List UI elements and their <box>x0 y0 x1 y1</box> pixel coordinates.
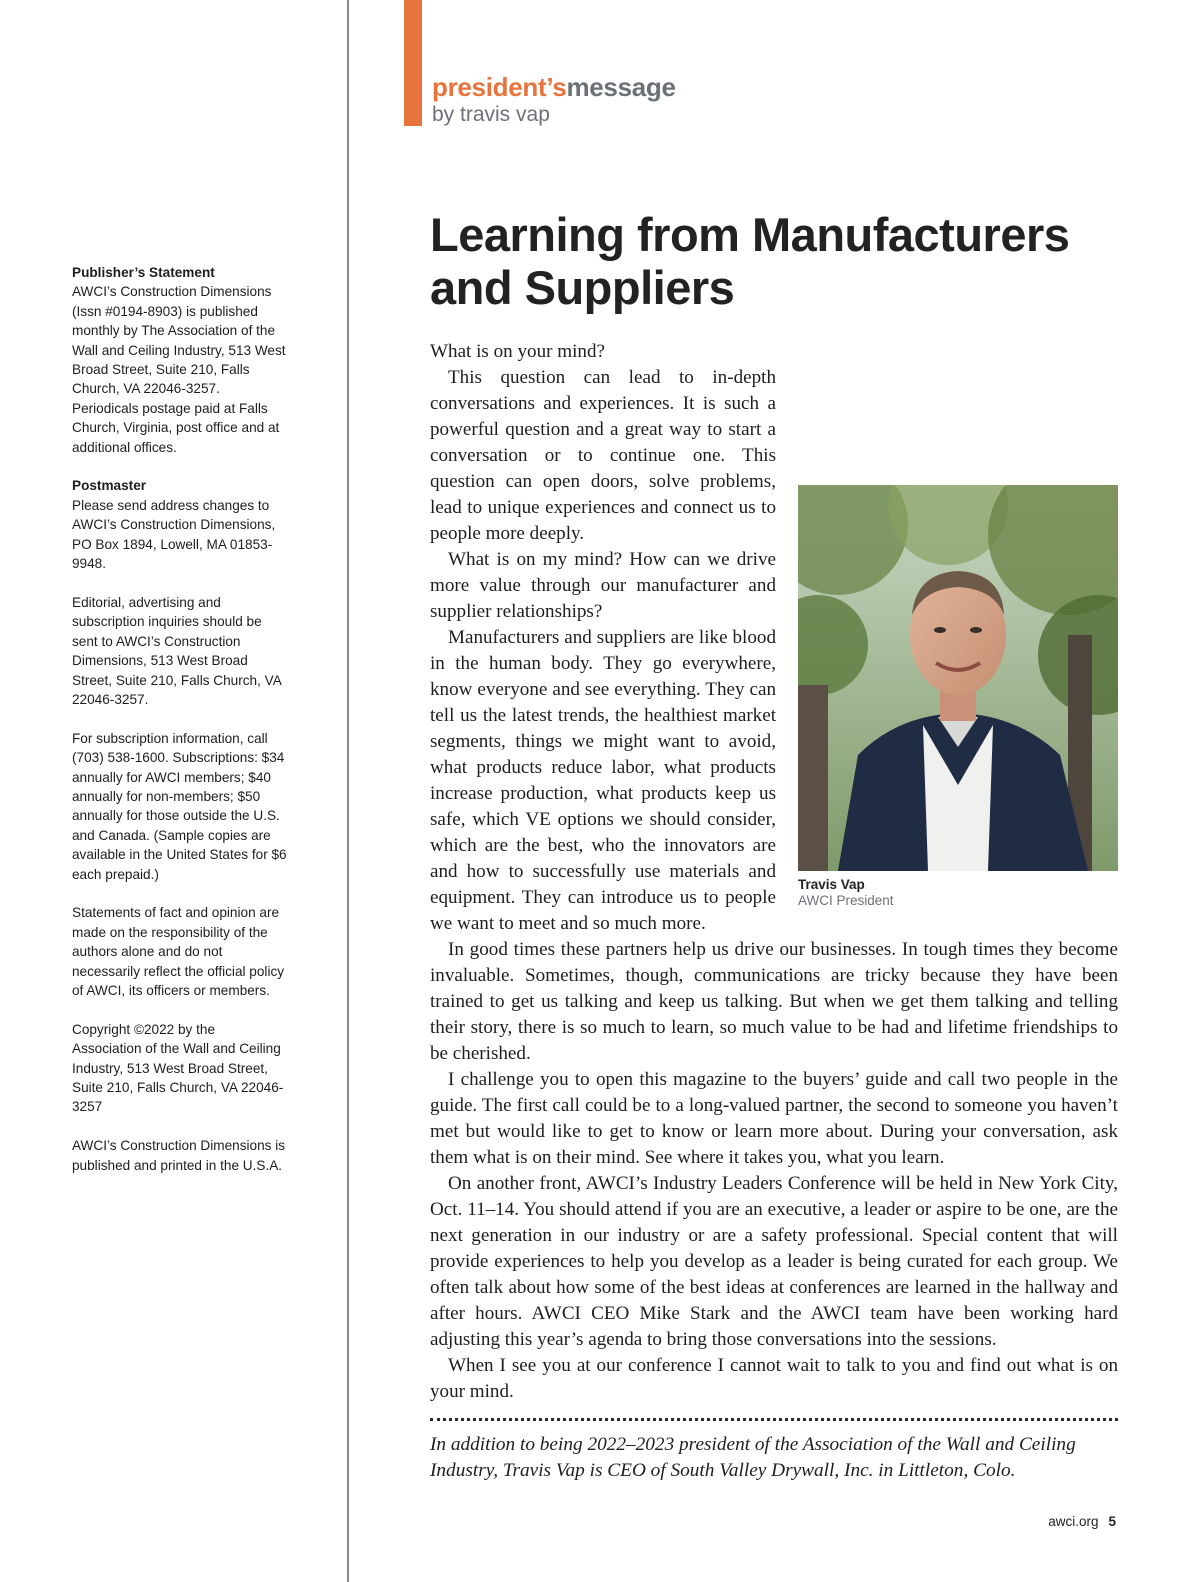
publisher-sidebar <box>72 263 287 1194</box>
article-paragraph: On another front, AWCI’s Industry Leaders Conference will be held in New York City, Oct. 11–14. You should attend if you are an executive, a leader or aspire to be one, are the next generation in our industry or are a safety professional. Special content that will provide experiences to help you develop as a leader is being curated for each group. We often talk about how some of the best ideas at conferences are learned in the hallway and after hours. AWCI CEO Mike Stark and the AWCI team have been working hard adjusting this year’s agenda to bring those conversations into the sessions. <box>430 1173 1118 1350</box>
photo-caption-name: Travis Vap <box>798 877 865 892</box>
author-photo-figure <box>798 485 1118 926</box>
article-paragraph: In good times these partners help us drive our businesses. In tough times they become invaluable. Sometimes, though, communications are tricky because they have been trained to get us talking and keep us talking. But when we get them talking and telling their story, there is so much to learn, so much value to be had and lifetime friendships to be cherished. <box>430 939 1118 1064</box>
column-divider <box>347 0 349 1582</box>
article-paragraph: This question can lead to in-depth conversations and experiences. It is such a powerful question and a great way to start a conversation or to continue one. This question can open doors, solve problems, lead to unique experiences and connect us to people more deeply. <box>430 367 776 544</box>
postmaster <box>72 476 287 573</box>
copyright: Copyright ©2022 by the Association of the Wall and Ceiling Industry, 513 West Broad Street, Suite 210, Falls Church, VA 22046-3257 <box>72 1021 284 1115</box>
publisher-statement <box>72 263 287 457</box>
kicker-part-message: message <box>566 72 676 102</box>
page-footer <box>1000 1514 1116 1529</box>
footer-site: awci.org <box>1048 1514 1099 1529</box>
article-paragraph: I challenge you to open this magazine to the buyers’ guide and call two people in the guide. The first call could be to a long-valued partner, the second to someone you haven’t met but would like to get to know or learn more about. During your conversation, ask them what is on their mind. See where it takes you, what you learn. <box>430 1069 1118 1168</box>
page-number: 5 <box>1108 1514 1116 1529</box>
publisher-statement-heading: Publisher’s Statement <box>72 265 215 280</box>
postmaster-heading: Postmaster <box>72 478 147 494</box>
dotted-separator <box>430 1418 1118 1421</box>
byline: by travis vap <box>432 103 550 126</box>
subscription-info: For subscription information, call (703) 538-1600. Subscriptions: $34 annually for AWCI members; $40 annually for non-members; $50 annually for those outside the U.S. and Canada. (Sample copies are available in the United States for $6 each prepaid.) <box>72 730 287 882</box>
article-paragraph: What is on my mind? How can we drive more value through our manufacturer and supplier relationships? <box>430 549 776 622</box>
article-body <box>430 339 1118 1405</box>
section-kicker <box>432 72 676 103</box>
author-bio: In addition to being 2022–2023 president of the Association of the Wall and Ceiling Industry, Travis Vap is CEO of South Valley Drywall, Inc. in Littleton, Colo. <box>430 1434 1076 1481</box>
postmaster-text: Please send address changes to AWCI’s Construction Dimensions, PO Box 1894, Lowell, MA 01853-9948. <box>72 497 276 572</box>
article-headline: Learning from Manufacturers and Suppliers <box>430 208 1070 314</box>
author-photo <box>798 485 1118 871</box>
editorial-inquiries: Editorial, advertising and subscription inquiries should be sent to AWCI’s Construction Dimensions, 513 West Broad Street, Suite 210, Falls Church, VA 22046-3257. <box>72 594 282 707</box>
printed-notice: AWCI’s Construction Dimensions is published and printed in the U.S.A. <box>72 1138 286 1173</box>
article-paragraph: What is on your mind? <box>430 341 605 362</box>
disclaimer: Statements of fact and opinion are made on the responsibility of the authors alone and do not necessarily reflect the official policy of AWCI, its officers or members. <box>72 905 285 998</box>
article-paragraph: Manufacturers and suppliers are like blood in the human body. They go everywhere, know everyone and see everything. They can tell us the latest trends, the healthiest market segments, things we might want to avoid, what products reduce labor, what products increase production, what products keep us safe, which VE options we should consider, which are the best, who the innovators are and how to successfully use materials and equipment. They can introduce us to people we want to meet and so much more. <box>430 627 776 934</box>
photo-caption-title: AWCI President <box>798 893 894 908</box>
accent-bar <box>404 0 422 126</box>
publisher-statement-text: AWCI’s Construction Dimensions (Issn #0194-8903) is published monthly by The Association of the Wall and Ceiling Industry, 513 West Broad Street, Suite 210, Falls Church, VA 22046-3257. Periodicals postage paid at Falls Church, Virginia, post office and at additional offices. <box>72 284 286 455</box>
article-paragraph: When I see you at our conference I cannot wait to talk to you and find out what is on your mind. <box>430 1355 1118 1402</box>
kicker-part-president: president’s <box>432 72 567 102</box>
